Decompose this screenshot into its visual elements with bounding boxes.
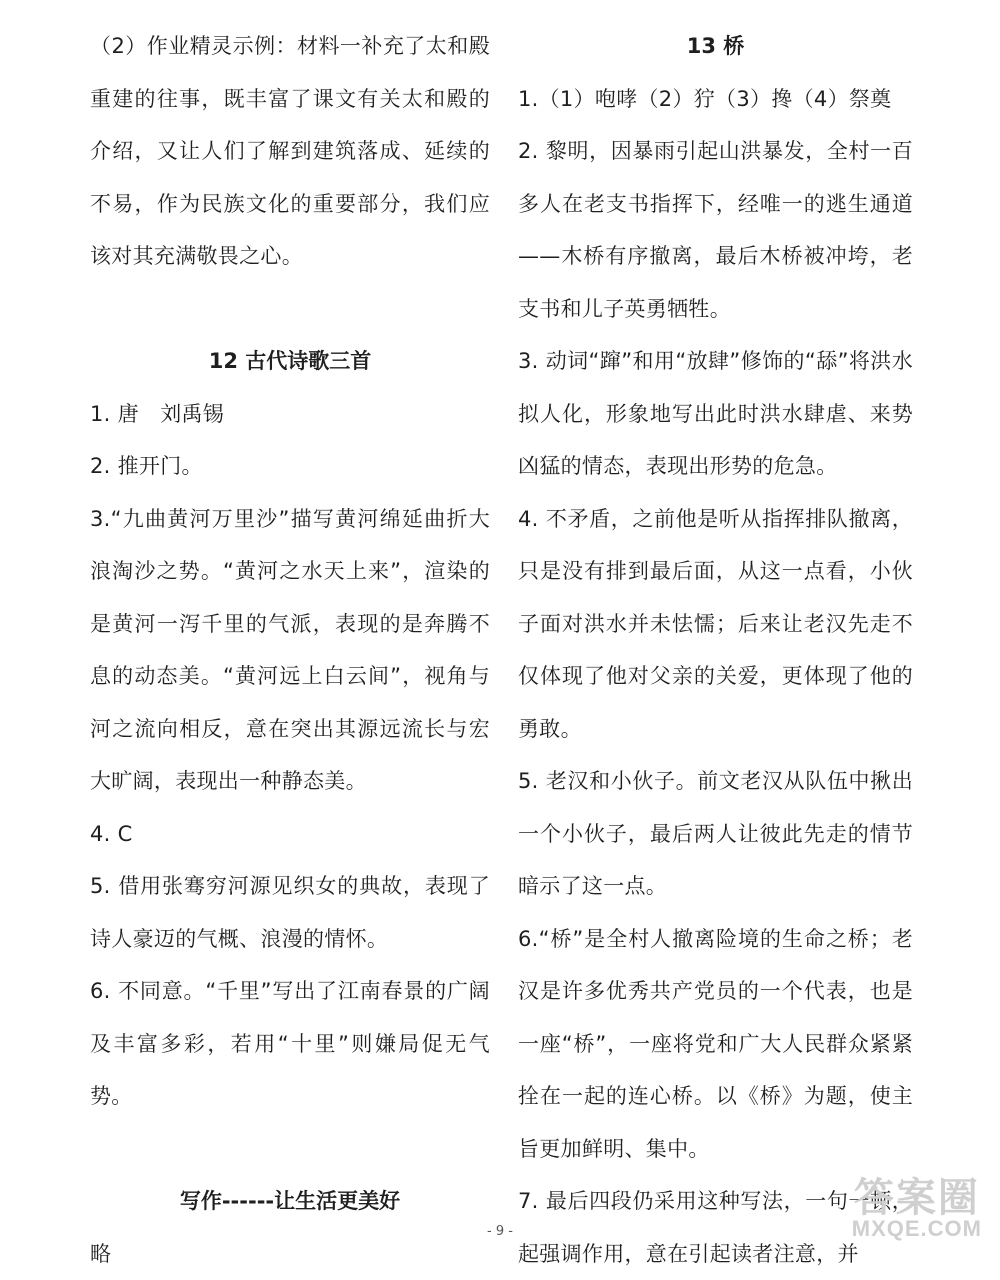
left-answer-paragraph: （2）作业精灵示例：材料一补充了太和殿重建的往事，既丰富了课文有关太和殿的介绍，又让人们了解到建筑落成、延续的不易，作为民族文化的重要部分，我们应该对其充满敬畏之心。 (90, 20, 490, 283)
left-column (90, 20, 490, 1280)
page-number: - 9 - (0, 1224, 1000, 1239)
left-spacer (90, 1123, 490, 1176)
watermark-logo (852, 1178, 982, 1240)
right-answer-paragraph: 7. 最后四段仍采用这种写法，一句一顿，起强调作用，意在引起读者注意，并 (518, 1175, 913, 1280)
right-answer-paragraph: 1.（1）咆哮（2）狞（3）搀（4）祭奠 (518, 73, 913, 126)
watermark-main: 答案圈 (852, 1178, 982, 1218)
left-section-heading: 12 古代诗歌三首 (90, 335, 490, 388)
right-answer-paragraph: 4. 不矛盾，之前他是听从指挥排队撤离，只是没有排到最后面，从这一点看，小伙子面对洪水并未怯懦；后来让老汉先走不仅体现了他对父亲的关爱，更体现了他的勇敢。 (518, 493, 913, 756)
left-answer-paragraph: 6. 不同意。“千里”写出了江南春景的广阔及丰富多彩，若用“十里”则嫌局促无气势。 (90, 965, 490, 1123)
left-section-heading: 写作------让生活更美好 (90, 1175, 490, 1228)
left-answer-paragraph: 5. 借用张骞穷河源见织女的典故，表现了诗人豪迈的气概、浪漫的情怀。 (90, 860, 490, 965)
right-answer-paragraph: 2. 黎明，因暴雨引起山洪暴发，全村一百多人在老支书指挥下，经唯一的逃生通道——木桥有序撤离，最后木桥被冲垮，老支书和儿子英勇牺牲。 (518, 125, 913, 335)
right-answer-paragraph: 3. 动词“蹿”和用“放肆”修饰的“舔”将洪水拟人化，形象地写出此时洪水肆虐、来势凶猛的情态，表现出形势的危急。 (518, 335, 913, 493)
right-answer-paragraph: 6.“桥”是全村人撤离险境的生命之桥；老汉是许多优秀共产党员的一个代表，也是一座“桥”，一座将党和广大人民群众紧紧拴在一起的连心桥。以《桥》为题，使主旨更加鲜明、集中。 (518, 913, 913, 1176)
left-answer-paragraph: 略 (90, 1228, 490, 1280)
right-section-heading: 13 桥 (518, 20, 913, 73)
left-answer-paragraph: 4. C (90, 808, 490, 861)
left-answer-paragraph: 1. 唐 刘禹锡 (90, 388, 490, 441)
right-column (518, 20, 913, 1280)
watermark-site: MXQE.COM (852, 1218, 982, 1240)
left-answer-paragraph: 2. 推开门。 (90, 440, 490, 493)
right-answer-paragraph: 5. 老汉和小伙子。前文老汉从队伍中揪出一个小伙子，最后两人让彼此先走的情节暗示了这一点。 (518, 755, 913, 913)
left-spacer (90, 283, 490, 336)
left-answer-paragraph: 3.“九曲黄河万里沙”描写黄河绵延曲折大浪淘沙之势。“黄河之水天上来”，渲染的是黄河一泻千里的气派，表现的是奔腾不息的动态美。“黄河远上白云间”，视角与河之流向相反，意在突出其源远流长与宏大旷阔，表现出一种静态美。 (90, 493, 490, 808)
